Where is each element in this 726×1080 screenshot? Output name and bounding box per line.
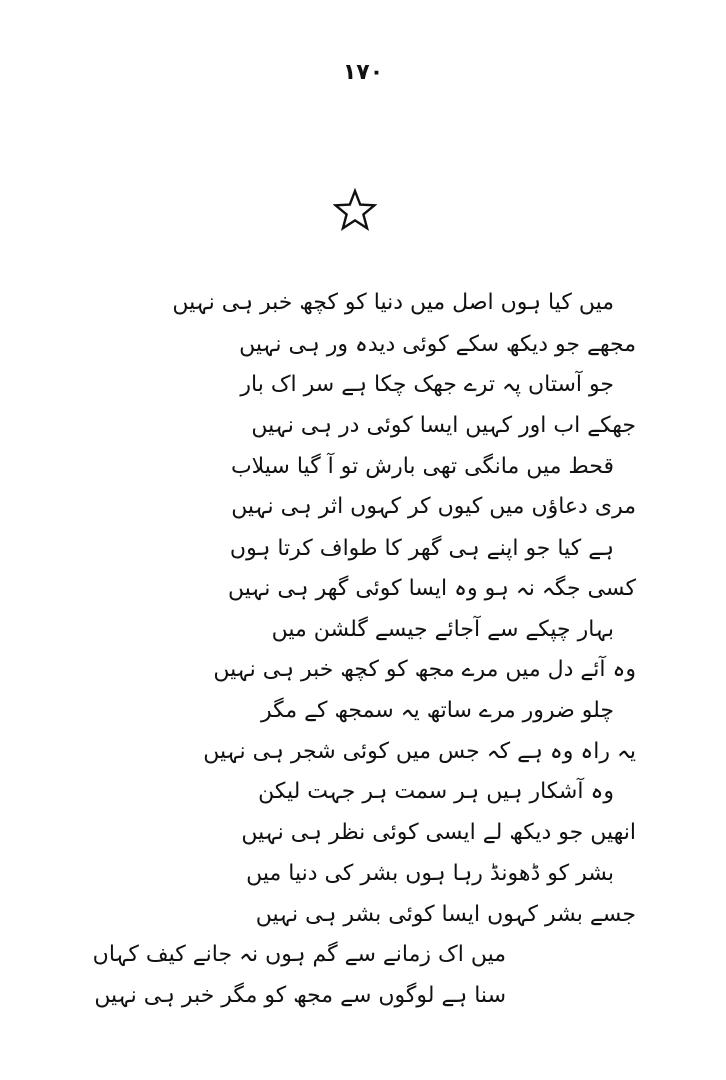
- verse-line: قحط میں مانگی تھی بارش تو آ گیا سیلاب: [230, 454, 614, 479]
- verse-line: سنا ہے لوگوں سے مجھ کو مگر خبر ہی نہیں: [94, 983, 506, 1008]
- verse-line: کسی جگہ نہ ہو وہ ایسا کوئی گھر ہی نہیں: [227, 576, 636, 601]
- verse-line: بہار چپکے سے آجائے جیسے گلشن میں: [271, 617, 614, 642]
- verse-line: وہ آئے دل میں مرے مجھ کو کچھ خبر ہی نہیں: [213, 657, 636, 682]
- verse-line: جسے بشر کہوں ایسا کوئی بشر ہی نہیں: [255, 902, 636, 927]
- verse-line: یہ راہ وہ ہے کہ جس میں کوئی شجر ہی نہیں: [203, 739, 636, 764]
- verse-line: میں اک زمانے سے گم ہوں نہ جانے کیف کہاں: [92, 942, 506, 967]
- verse-line: مجھے جو دیکھ سکے کوئی دیدہ ور ہی نہیں: [239, 332, 636, 357]
- verse-line: میں کیا ہوں اصل میں دنیا کو کچھ خبر ہی نہیں: [172, 290, 614, 315]
- verse-line: چلو ضرور مرے ساتھ یہ سمجھ کے مگر: [261, 698, 614, 723]
- verse-line: وہ آشکار ہیں ہر سمت ہر جہت لیکن: [258, 779, 614, 804]
- verse-line: بشر کو ڈھونڈ رہا ہوں بشر کی دنیا میں: [246, 861, 614, 886]
- verse-line: انھیں جو دیکھ لے ایسی کوئی نظر ہی نہیں: [241, 820, 636, 845]
- verse-line: جھکے اب اور کہیں ایسا کوئی در ہی نہیں: [251, 413, 636, 438]
- verse-line: ہے کیا جو اپنے ہی گھر کا طواف کرتا ہوں: [229, 536, 614, 561]
- verse-line: مری دعاؤں میں کیوں کر کہوں اثر ہی نہیں: [231, 494, 636, 519]
- verse-line: جو آستاں پہ ترے جھک چکا ہے سر اک بار: [240, 372, 614, 397]
- page-number: ۱۷۰: [342, 60, 384, 85]
